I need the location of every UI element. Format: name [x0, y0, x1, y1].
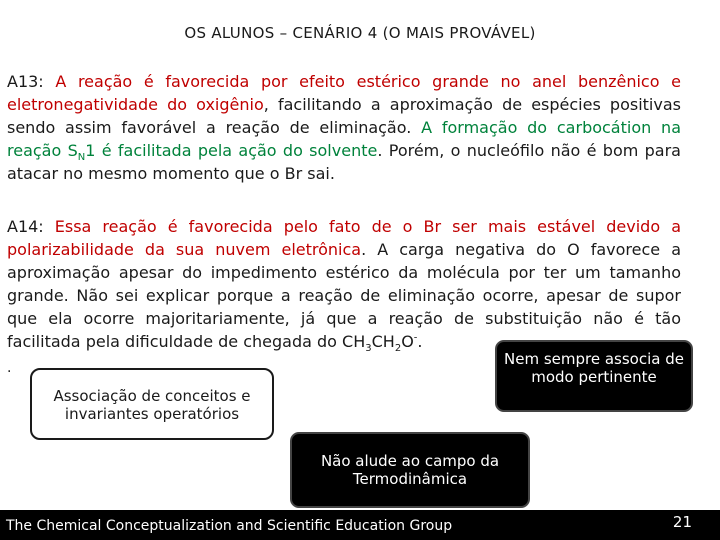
subscript-n: N	[77, 152, 86, 164]
green-text-pre: A formação do carbocátion na reação S	[7, 118, 681, 160]
sentence-end: .	[417, 332, 423, 351]
slide-title: OS ALUNOS – CENÁRIO 4 (O MAIS PROVÁVEL)	[184, 24, 536, 42]
formula-o: O	[401, 332, 414, 351]
subscript-2: 2	[394, 343, 402, 355]
page-number: 21	[672, 513, 692, 531]
red-highlight-text: Essa reação é favorecida pelo fato de o Br ser mais estável devido a polarizabilidade da sua nuvem eletrônica	[7, 217, 682, 259]
footer-text: The Chemical Conceptualization and Scientific Education Group	[6, 518, 453, 534]
footer-bar	[0, 510, 720, 540]
stray-dot: .	[7, 360, 12, 376]
subscript-3: 3	[365, 343, 372, 355]
body-text: . Porém, o nucleófilo não é bom para atacar no mesmo momento que o Br sai.	[7, 141, 681, 183]
superscript-minus: -	[413, 332, 418, 344]
body-text: . A carga negativa do O favorece a aproximação apesar do impedimento estérico da molécula por ter um tamanho grande. Não sei explicar porque a reação de eliminação ocorre, apesar de supor que ela ocorre majoritariamente, já que a reação de substituição não é tão facilitada pela dificuldade de chegada do CH	[7, 240, 681, 351]
formula-ch: CH	[371, 332, 395, 351]
body-text: , facilitando a aproximação de espécies positivas sendo assim favorável a reação de eliminação.	[7, 95, 681, 137]
student-response-a14	[7, 215, 681, 353]
response-label: A13:	[7, 72, 56, 91]
student-response-a13	[7, 70, 681, 185]
green-text-post: 1 é facilitada pela ação do solvente	[85, 141, 378, 160]
callout-nao-alude: Não alude ao campo da Termodinâmica	[290, 432, 530, 508]
response-label: A14:	[7, 217, 55, 236]
callout-nem-sempre: Nem sempre associa de modo pertinente	[495, 340, 693, 412]
callout-associacao: Associação de conceitos e invariantes operatórios	[30, 368, 274, 440]
red-highlight-text: A reação é favorecida por efeito estérico grande no anel benzênico e eletronegatividade do oxigênio	[7, 72, 681, 114]
